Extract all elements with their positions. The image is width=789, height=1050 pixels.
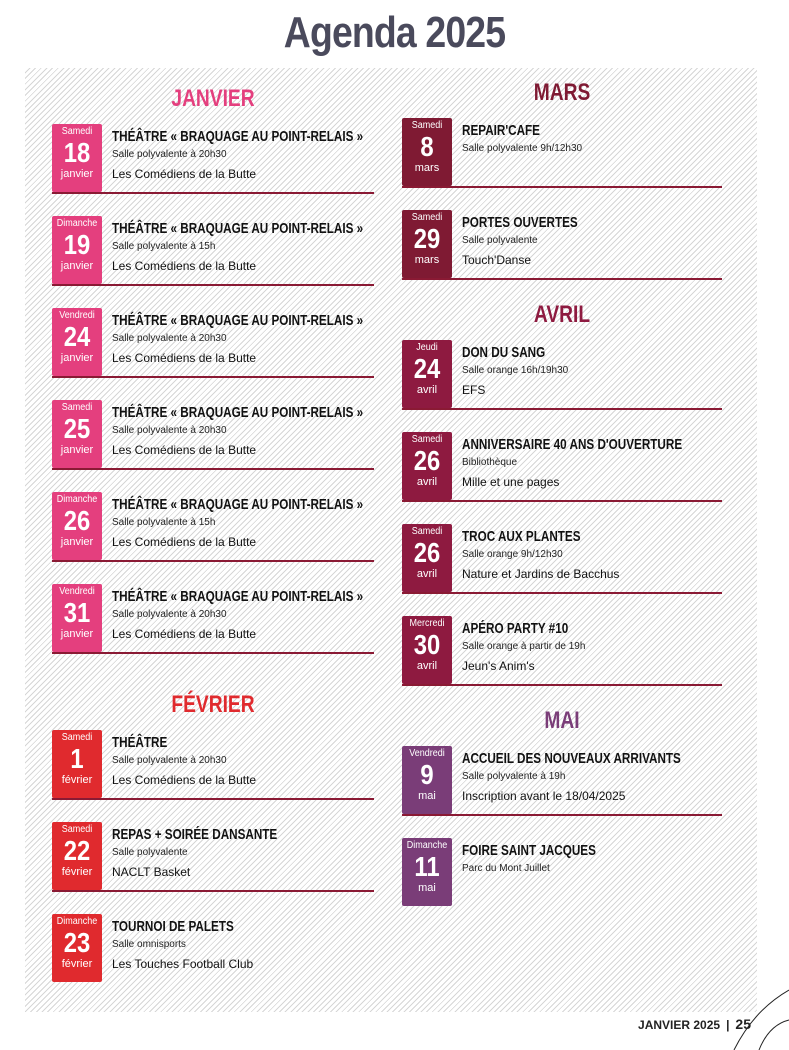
event-item [52,582,374,654]
event-item [52,306,374,378]
month-heading-avril: AVRIL [533,301,591,328]
event-title: DON DU SANG [462,344,546,361]
date-month: mars [414,162,440,174]
date-badge [402,210,452,278]
date-weekday: Samedi [411,526,443,537]
event-location: Salle polyvalente à 20h30 [112,333,227,344]
date-month: janvier [60,352,94,364]
date-month: mai [418,790,436,802]
event-organizer: Les Comédiens de la Butte [112,535,257,549]
event-details [462,750,722,804]
event-title: THÉÂTRE [112,734,168,751]
date-weekday: Samedi [411,120,443,131]
event-details [462,528,722,582]
date-weekday: Dimanche [56,218,98,229]
month-mai [402,706,722,906]
date-number: 23 [63,927,91,958]
date-number: 8 [420,131,434,162]
event-details [112,588,374,642]
date-badge [52,492,102,560]
event-details [112,128,374,182]
month-mars [402,78,722,280]
date-badge [402,838,452,906]
date-weekday: Samedi [61,824,93,835]
date-month: janvier [60,444,94,456]
event-details [462,842,722,876]
date-badge [52,216,102,284]
event-location: Salle polyvalente à 15h [112,517,216,528]
date-number: 31 [63,597,91,628]
date-month: avril [416,568,438,580]
event-organizer: NACLT Basket [112,865,191,879]
date-month: avril [416,476,438,488]
event-title: FOIRE SAINT JACQUES [462,842,596,859]
event-item [402,836,722,906]
event-title: APÉRO PARTY #10 [462,620,569,637]
date-weekday: Samedi [61,732,93,743]
event-location: Salle polyvalente à 20h30 [112,149,227,160]
date-badge [52,308,102,376]
event-details [462,122,722,156]
date-weekday: Samedi [411,212,443,223]
event-organizer: Jeun's Anim's [462,659,535,673]
date-weekday: Dimanche [56,916,98,927]
event-location: Salle polyvalente à 20h30 [112,755,227,766]
event-organizer: Les Comédiens de la Butte [112,259,257,273]
event-item [52,214,374,286]
event-title: THÉÂTRE « BRAQUAGE AU POINT-RELAIS » [112,128,364,145]
date-weekday: Dimanche [406,840,448,851]
date-number: 29 [413,223,441,254]
event-title: REPAS + SOIRÉE DANSANTE [112,826,278,843]
month-janvier [52,84,374,654]
event-details [112,404,374,458]
date-badge [52,730,102,798]
event-details [462,620,722,674]
event-location: Salle orange 16h/19h30 [462,365,569,376]
date-number: 25 [63,413,91,444]
date-badge [402,616,452,684]
event-details [112,734,374,788]
event-details [462,214,722,268]
month-heading-janvier: JANVIER [171,85,255,112]
date-number: 18 [63,137,91,168]
event-item [402,208,722,280]
page-number: 25 [735,1016,751,1032]
event-location: Salle polyvalente à 20h30 [112,609,227,620]
date-month: avril [416,660,438,672]
date-month: mai [418,882,436,894]
event-location: Bibliothèque [462,457,518,468]
date-badge [402,746,452,814]
date-weekday: Samedi [411,434,443,445]
date-weekday: Vendredi [59,586,95,597]
date-number: 26 [413,537,441,568]
date-weekday: Jeudi [416,342,438,353]
event-title: ACCUEIL DES NOUVEAUX ARRIVANTS [462,750,681,767]
event-item [402,430,722,502]
event-item [402,744,722,816]
event-location: Salle polyvalente à 20h30 [112,425,227,436]
event-location: Salle polyvalente [112,847,188,858]
event-organizer: Les Comédiens de la Butte [112,351,257,365]
footer-issue: JANVIER 2025 [638,1018,721,1032]
event-organizer: Les Comédiens de la Butte [112,773,257,787]
event-item [402,116,722,188]
event-organizer: Les Comédiens de la Butte [112,443,257,457]
event-details [112,496,374,550]
agenda-column-left [52,78,374,1002]
date-weekday: Vendredi [409,748,445,759]
event-organizer: Les Touches Football Club [112,957,254,971]
event-item [402,614,722,686]
date-number: 26 [413,445,441,476]
event-details [112,826,374,880]
event-item [52,820,374,892]
date-number: 26 [63,505,91,536]
date-month: janvier [60,168,94,180]
date-number: 9 [420,759,434,790]
month-fevrier [52,690,374,982]
date-month: mars [414,254,440,266]
date-badge [52,124,102,192]
page-title: Agenda 2025 [283,8,506,57]
event-organizer: Inscription avant le 18/04/2025 [462,789,626,803]
event-details [462,344,722,398]
date-month: janvier [60,628,94,640]
event-location: Salle omnisports [112,939,186,950]
date-number: 24 [413,353,441,384]
date-badge [52,914,102,982]
date-badge [52,584,102,652]
date-month: avril [416,384,438,396]
date-badge [52,400,102,468]
event-item [52,912,374,982]
event-title: ANNIVERSAIRE 40 ANS D'OUVERTURE [462,436,683,453]
event-location: Salle polyvalente 9h/12h30 [462,143,583,154]
event-location: Salle orange à partir de 19h [462,641,586,652]
date-badge [402,340,452,408]
event-title: THÉÂTRE « BRAQUAGE AU POINT-RELAIS » [112,588,364,605]
date-weekday: Vendredi [59,310,95,321]
event-title: PORTES OUVERTES [462,214,578,231]
event-details [112,918,374,972]
date-number: 11 [414,851,440,882]
event-details [112,220,374,274]
event-title: THÉÂTRE « BRAQUAGE AU POINT-RELAIS » [112,404,364,421]
date-month: février [61,866,93,878]
date-weekday: Mercredi [409,618,445,629]
event-title: REPAIR'CAFE [462,122,540,139]
date-month: février [61,774,93,786]
event-location: Parc du Mont Juillet [462,863,550,874]
event-title: THÉÂTRE « BRAQUAGE AU POINT-RELAIS » [112,220,364,237]
event-location: Salle polyvalente à 19h [462,771,566,782]
event-item [402,522,722,594]
event-location: Salle polyvalente à 15h [112,241,216,252]
event-details [462,436,722,490]
event-item [52,398,374,470]
event-item [402,338,722,410]
event-item [52,122,374,194]
event-item [52,728,374,800]
event-organizer: Touch'Danse [462,253,531,267]
date-month: janvier [60,260,94,272]
month-heading-mars: MARS [533,79,591,106]
date-month: janvier [60,536,94,548]
date-number: 22 [63,835,91,866]
agenda-column-right [402,78,722,926]
date-number: 30 [413,629,441,660]
date-number: 24 [63,321,91,352]
date-weekday: Samedi [61,402,93,413]
event-item [52,490,374,562]
event-location: Salle polyvalente [462,235,538,246]
date-weekday: Samedi [61,126,93,137]
date-weekday: Dimanche [56,494,98,505]
event-organizer: Les Comédiens de la Butte [112,627,257,641]
month-avril [402,300,722,686]
date-badge [402,118,452,186]
event-organizer: Les Comédiens de la Butte [112,167,257,181]
event-organizer: Nature et Jardins de Bacchus [462,567,620,581]
date-number: 19 [63,229,91,260]
event-title: TROC AUX PLANTES [462,528,581,545]
footer-separator: | [726,1018,730,1032]
month-heading-fevrier: FÉVRIER [171,691,255,718]
event-title: TOURNOI DE PALETS [112,918,234,935]
date-month: février [61,958,93,970]
event-details [112,312,374,366]
event-organizer: Mille et une pages [462,475,560,489]
date-badge [402,432,452,500]
event-title: THÉÂTRE « BRAQUAGE AU POINT-RELAIS » [112,312,364,329]
event-location: Salle orange 9h/12h30 [462,549,563,560]
event-title: THÉÂTRE « BRAQUAGE AU POINT-RELAIS » [112,496,364,513]
date-number: 1 [70,743,84,774]
date-badge [402,524,452,592]
date-badge [52,822,102,890]
month-heading-mai: MAI [544,707,580,734]
event-organizer: EFS [462,383,486,397]
corner-decoration-icon [729,970,789,1050]
